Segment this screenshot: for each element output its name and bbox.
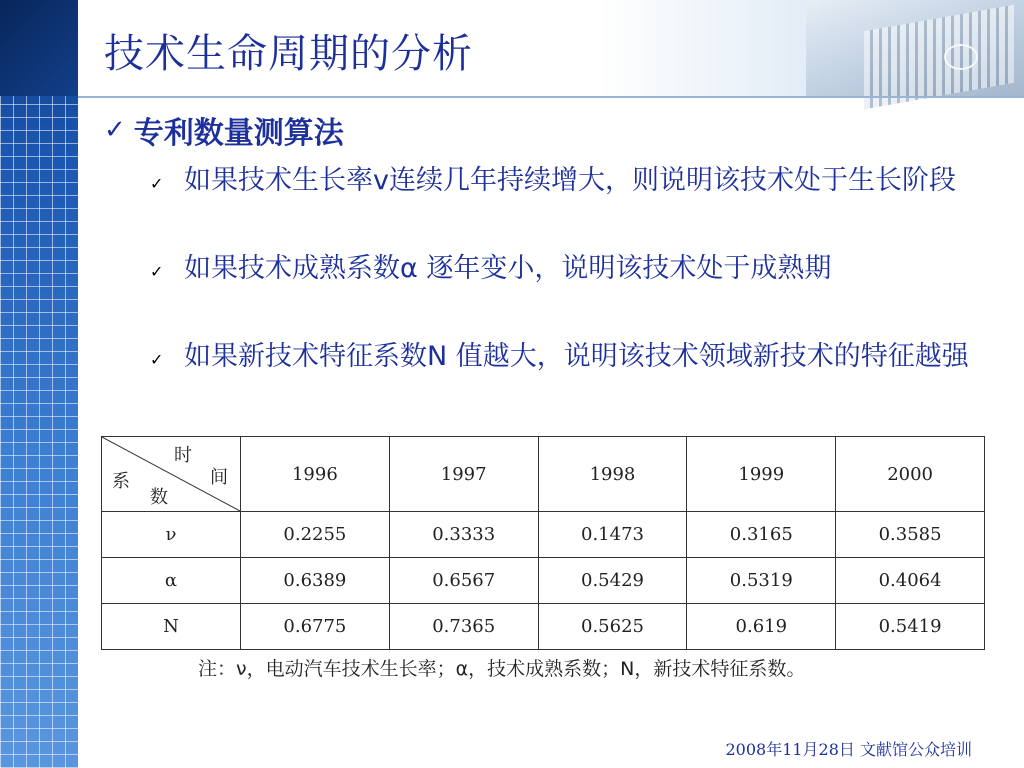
bullet-level1-text: 专利数量测算法 (133, 116, 344, 151)
data-table (101, 436, 985, 650)
header-building-photo (806, 0, 1024, 96)
checkmark-icon: ✓ (150, 350, 164, 369)
corner-label-xi: 系 (112, 471, 130, 492)
bullet-level1 (104, 108, 344, 152)
row-label: N (102, 604, 241, 650)
row-label: α (102, 558, 241, 604)
table-cell: 0.2255 (241, 512, 390, 558)
year-header: 1996 (241, 437, 390, 512)
corner-label-jian: 间 (210, 467, 228, 488)
table-cell: 0.4064 (836, 558, 985, 604)
building-image (864, 5, 1014, 109)
table-cell: 0.619 (687, 604, 836, 650)
table-cell: 0.6389 (241, 558, 390, 604)
table-cell: 0.5419 (836, 604, 985, 650)
table-cell: 0.3585 (836, 512, 985, 558)
slide-footer: 2008年11月28日 文献馆公众培训 (725, 740, 972, 759)
bullet-level2-item (150, 338, 980, 376)
table-row (102, 558, 985, 604)
table-cell: 0.6567 (389, 558, 538, 604)
building-logo-icon (944, 44, 978, 70)
table-cell: 0.5429 (538, 558, 687, 604)
header-divider (78, 96, 1024, 98)
table-row (102, 512, 985, 558)
bullet-level2-item (150, 250, 980, 288)
year-header: 1998 (538, 437, 687, 512)
checkmark-icon: ✓ (104, 115, 126, 145)
corner-label-time: 时 (174, 445, 192, 466)
bullet-level2-item (150, 162, 980, 200)
table-note: 注：ν，电动汽车技术生长率；α，技术成熟系数；N，新技术特征系数。 (198, 658, 806, 680)
corner-label-shu: 数 (150, 487, 168, 508)
data-table-container (101, 436, 985, 646)
year-header: 2000 (836, 437, 985, 512)
table-cell: 0.1473 (538, 512, 687, 558)
table-cell: 0.3333 (389, 512, 538, 558)
bullet-level2-text: 如果技术成熟系数α 逐年变小，说明该技术处于成熟期 (184, 253, 832, 284)
year-header: 1997 (389, 437, 538, 512)
table-row (102, 604, 985, 650)
left-decorative-strip (0, 0, 78, 768)
table-cell: 0.3165 (687, 512, 836, 558)
table-cell: 0.5319 (687, 558, 836, 604)
table-cell: 0.5625 (538, 604, 687, 650)
bullet-level2-text: 如果技术生长率v连续几年持续增大，则说明该技术处于生长阶段 (184, 165, 956, 196)
table-cell: 0.7365 (389, 604, 538, 650)
table-corner-cell (102, 437, 241, 512)
table-header-row (102, 437, 985, 512)
slide-title: 技术生命周期的分析 (104, 31, 473, 77)
checkmark-icon: ✓ (150, 262, 164, 281)
bullet-level2-text: 如果新技术特征系数N 值越大，说明该技术领域新技术的特征越强 (184, 341, 969, 372)
checkmark-icon: ✓ (150, 174, 164, 193)
row-label: ν (102, 512, 241, 558)
left-strip-cap (0, 0, 78, 96)
table-cell: 0.6775 (241, 604, 390, 650)
year-header: 1999 (687, 437, 836, 512)
